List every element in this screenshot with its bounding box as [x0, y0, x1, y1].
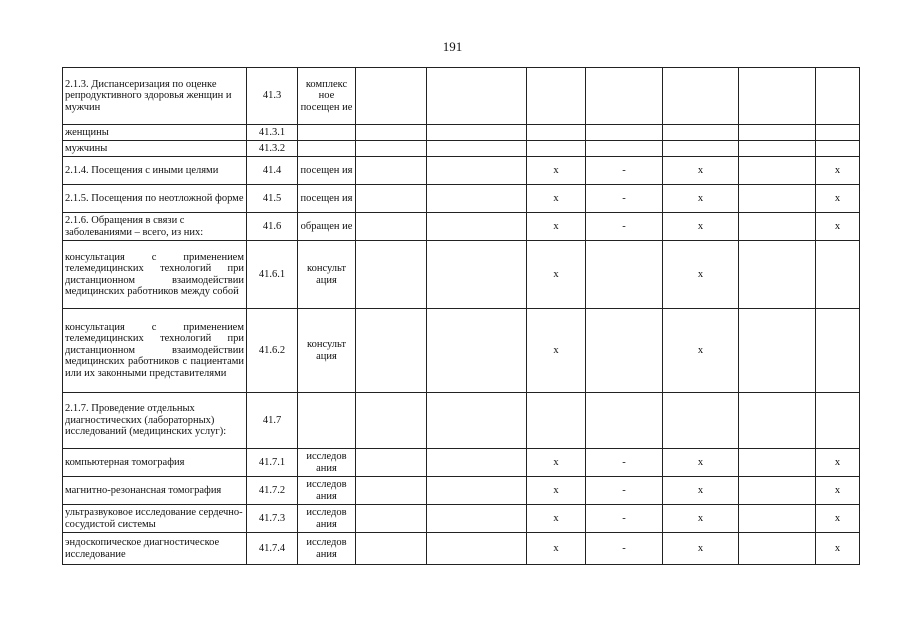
row-cell: [427, 309, 527, 393]
row-name: 2.1.5. Посещения по неотложной форме: [63, 185, 247, 213]
row-unit: исследов ания: [298, 533, 356, 565]
table-row: [63, 241, 860, 309]
row-name: 2.1.7. Проведение отдельных диагностических (лабораторных) исследований (медицинских услуг):: [63, 393, 247, 449]
row-code: 41.3.1: [247, 125, 298, 141]
row-cell: [739, 241, 816, 309]
row-cell: х: [527, 505, 586, 533]
table-row: [63, 449, 860, 477]
row-cell: [816, 68, 860, 125]
row-code: 41.3: [247, 68, 298, 125]
row-unit: посещен ия: [298, 157, 356, 185]
row-cell: [356, 477, 427, 505]
row-cell: [586, 393, 663, 449]
row-cell: х: [663, 213, 739, 241]
row-code: 41.7.2: [247, 477, 298, 505]
row-unit: комплекс ное посещен ие: [298, 68, 356, 125]
row-unit: консульт ация: [298, 241, 356, 309]
row-cell: х: [527, 241, 586, 309]
row-cell: [427, 125, 527, 141]
row-cell: [739, 213, 816, 241]
table-row: [63, 68, 860, 125]
row-cell: [427, 185, 527, 213]
row-unit: посещен ия: [298, 185, 356, 213]
row-name: консультация с применением телемедицинских технологий при дистанционном взаимодействии медицинских работников с пациентами или их законными представителями: [63, 309, 247, 393]
row-code: 41.7.3: [247, 505, 298, 533]
table-row: [63, 393, 860, 449]
row-cell: [816, 125, 860, 141]
row-code: 41.4: [247, 157, 298, 185]
row-name: женщины: [63, 125, 247, 141]
row-cell: -: [586, 505, 663, 533]
row-cell: [586, 241, 663, 309]
row-cell: [739, 477, 816, 505]
row-cell: -: [586, 533, 663, 565]
row-cell: х: [527, 185, 586, 213]
page-number: 191: [442, 39, 463, 54]
row-unit: обращен ие: [298, 213, 356, 241]
row-unit: исследов ания: [298, 505, 356, 533]
row-cell: [427, 213, 527, 241]
row-cell: [739, 309, 816, 393]
row-cell: [586, 125, 663, 141]
row-cell: х: [663, 309, 739, 393]
row-cell: [739, 185, 816, 213]
row-cell: [586, 141, 663, 157]
row-cell: [356, 309, 427, 393]
row-cell: -: [586, 185, 663, 213]
row-cell: х: [816, 213, 860, 241]
row-cell: [739, 125, 816, 141]
row-cell: -: [586, 213, 663, 241]
row-unit: исследов ания: [298, 477, 356, 505]
row-unit: [298, 141, 356, 157]
row-name: мужчины: [63, 141, 247, 157]
row-cell: х: [663, 505, 739, 533]
row-unit: исследов ания: [298, 449, 356, 477]
table-row: [63, 505, 860, 533]
row-cell: [739, 141, 816, 157]
row-cell: [427, 141, 527, 157]
row-name: магнитно-резонансная томография: [63, 477, 247, 505]
row-code: 41.7.1: [247, 449, 298, 477]
row-unit: [298, 125, 356, 141]
row-name: 2.1.3. Диспансеризация по оценке репродуктивного здоровья женщин и мужчин: [63, 68, 247, 125]
row-cell: [356, 393, 427, 449]
row-cell: [739, 393, 816, 449]
row-cell: [739, 157, 816, 185]
row-cell: х: [527, 449, 586, 477]
row-cell: [356, 241, 427, 309]
row-cell: -: [586, 157, 663, 185]
row-cell: [356, 125, 427, 141]
row-cell: [527, 125, 586, 141]
row-cell: [427, 157, 527, 185]
row-name: консультация с применением телемедицинских технологий при дистанционном взаимодействии медицинских работников между собой: [63, 241, 247, 309]
table-row: [63, 157, 860, 185]
data-table: [62, 67, 860, 565]
table-row: [63, 533, 860, 565]
row-cell: [739, 68, 816, 125]
row-cell: [663, 393, 739, 449]
row-name: компьютерная томография: [63, 449, 247, 477]
row-cell: х: [816, 505, 860, 533]
row-cell: х: [816, 157, 860, 185]
row-code: 41.6.1: [247, 241, 298, 309]
row-cell: -: [586, 449, 663, 477]
row-cell: х: [527, 477, 586, 505]
row-cell: [663, 125, 739, 141]
row-cell: х: [527, 213, 586, 241]
row-cell: [527, 141, 586, 157]
row-cell: [739, 449, 816, 477]
row-cell: х: [816, 477, 860, 505]
row-cell: [356, 213, 427, 241]
row-unit: консульт ация: [298, 309, 356, 393]
row-cell: [663, 141, 739, 157]
row-cell: х: [663, 241, 739, 309]
row-code: 41.3.2: [247, 141, 298, 157]
row-cell: [356, 68, 427, 125]
table-row: [63, 141, 860, 157]
row-name: эндоскопическое диагностическое исследование: [63, 533, 247, 565]
row-cell: х: [663, 449, 739, 477]
table-row: [63, 185, 860, 213]
row-cell: [427, 477, 527, 505]
row-cell: [356, 185, 427, 213]
row-cell: [427, 241, 527, 309]
row-cell: [427, 68, 527, 125]
row-cell: [739, 533, 816, 565]
row-code: 41.7.4: [247, 533, 298, 565]
row-cell: [527, 393, 586, 449]
row-name: 2.1.4. Посещения с иными целями: [63, 157, 247, 185]
row-cell: [739, 505, 816, 533]
row-cell: х: [527, 309, 586, 393]
row-cell: -: [586, 477, 663, 505]
row-cell: [816, 309, 860, 393]
row-cell: [527, 68, 586, 125]
row-cell: [356, 505, 427, 533]
row-cell: х: [663, 185, 739, 213]
row-cell: х: [527, 533, 586, 565]
row-cell: [427, 533, 527, 565]
row-cell: [586, 309, 663, 393]
row-cell: х: [663, 477, 739, 505]
row-name: ультразвуковое исследование сердечно-сосудистой системы: [63, 505, 247, 533]
row-cell: [663, 68, 739, 125]
row-cell: [427, 505, 527, 533]
table-row: [63, 309, 860, 393]
row-cell: х: [663, 157, 739, 185]
row-cell: х: [816, 449, 860, 477]
row-cell: х: [816, 185, 860, 213]
row-cell: [586, 68, 663, 125]
row-cell: [816, 141, 860, 157]
row-cell: [427, 449, 527, 477]
row-cell: [816, 393, 860, 449]
table-row: [63, 213, 860, 241]
table-row: [63, 125, 860, 141]
row-code: 41.6: [247, 213, 298, 241]
row-cell: х: [527, 157, 586, 185]
row-cell: [356, 157, 427, 185]
row-code: 41.5: [247, 185, 298, 213]
row-name: 2.1.6. Обращения в связи с заболеваниями – всего, из них:: [63, 213, 247, 241]
row-code: 41.6.2: [247, 309, 298, 393]
row-cell: х: [663, 533, 739, 565]
row-cell: [427, 393, 527, 449]
row-cell: [356, 449, 427, 477]
row-cell: [816, 241, 860, 309]
row-code: 41.7: [247, 393, 298, 449]
row-unit: [298, 393, 356, 449]
table-row: [63, 477, 860, 505]
row-cell: х: [816, 533, 860, 565]
row-cell: [356, 533, 427, 565]
row-cell: [356, 141, 427, 157]
